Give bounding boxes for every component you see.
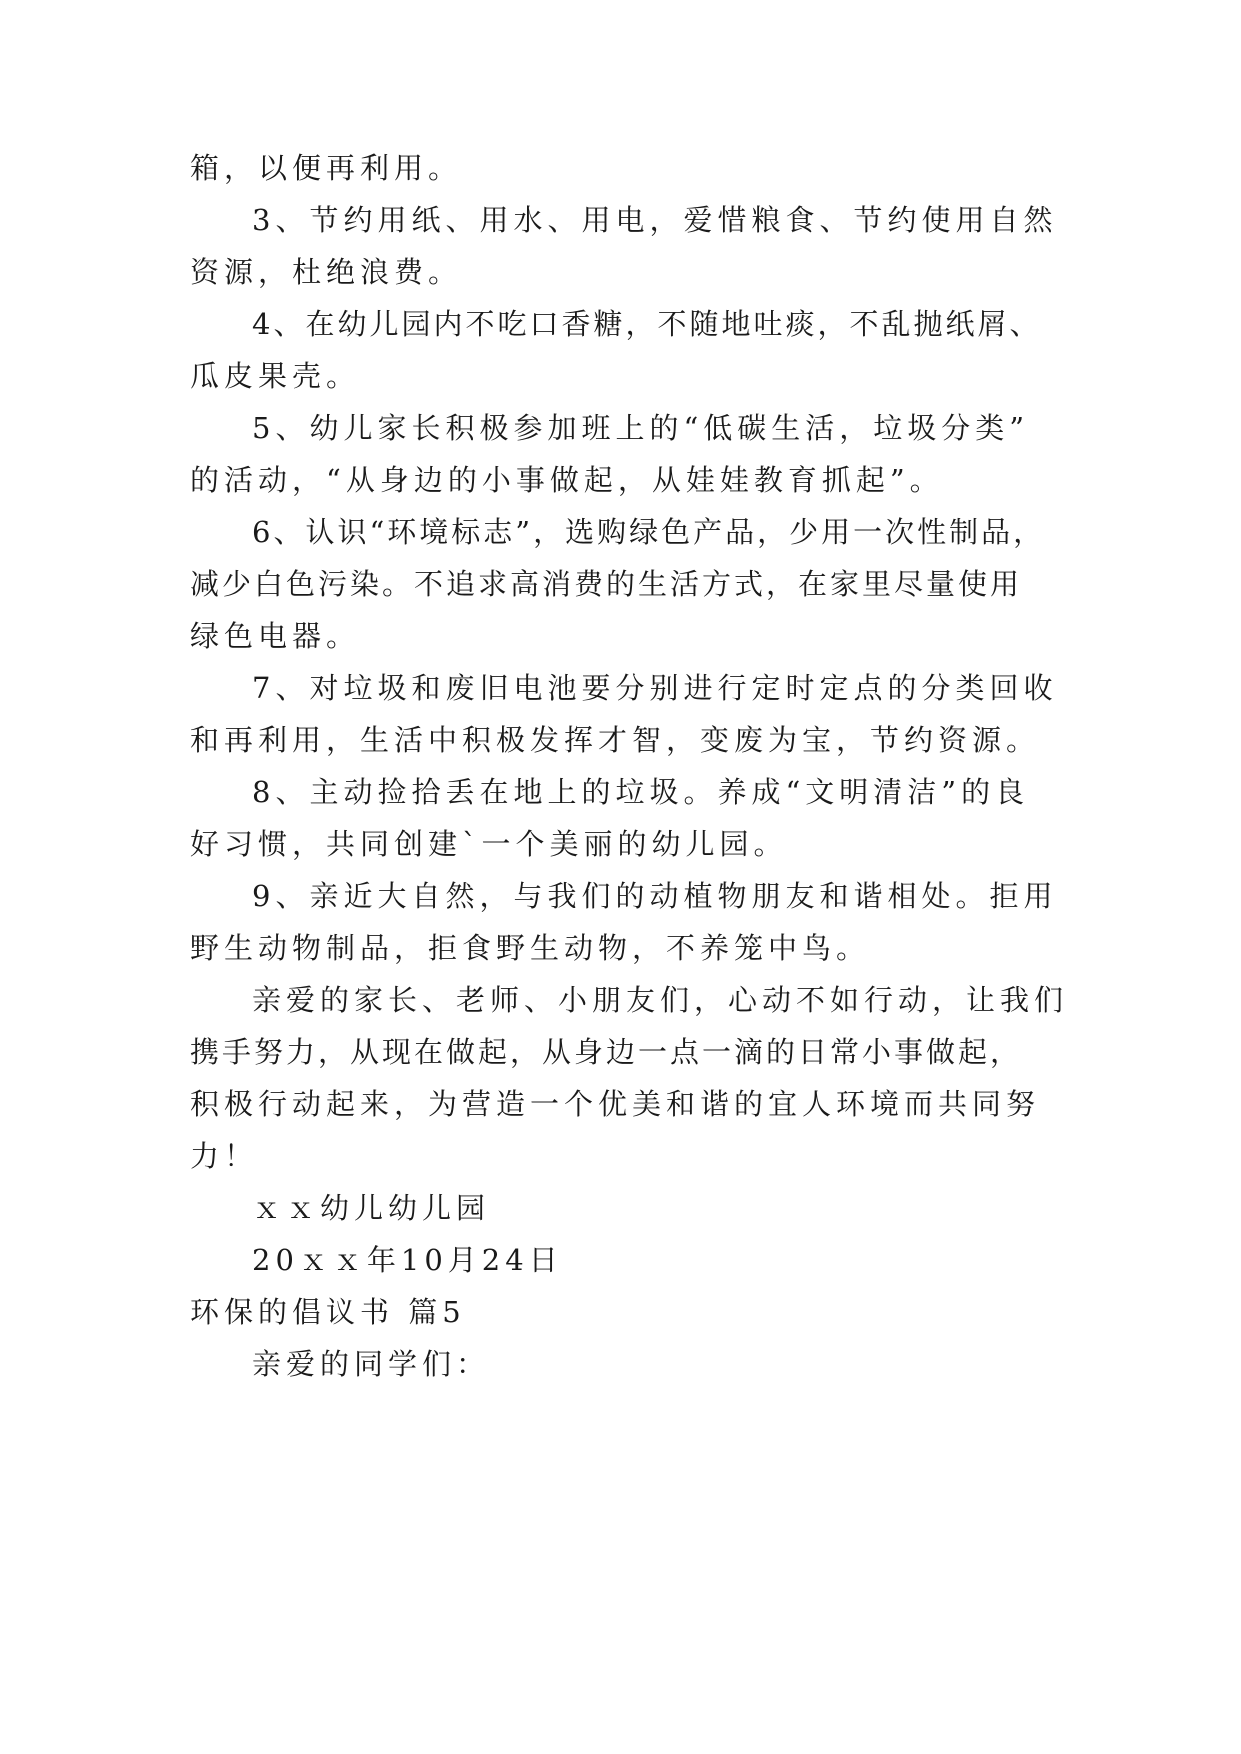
text-line: 携手努力，从现在做起，从身边一点一滴的日常小事做起， [190, 1035, 1023, 1069]
text-line: 3、节约用纸、用水、用电，爱惜粮食、节约使用自然 [252, 203, 1058, 237]
text-line: 瓜皮果壳。 [190, 359, 361, 393]
text-line: 野生动物制品，拒食野生动物，不养笼中鸟。 [190, 931, 871, 965]
text-line: 好习惯，共同创建`一个美丽的幼儿园。 [190, 827, 788, 861]
text-line: 绿色电器。 [190, 619, 361, 653]
text-line: 亲爱的家长、老师、小朋友们，心动不如行动，让我们 [252, 983, 1069, 1017]
text-line: 箱，以便再利用。 [190, 151, 463, 185]
text-line: 4、在幼儿园内不吃口香糖，不随地吐痰，不乱抛纸屑、 [252, 307, 1042, 341]
text-line: 力！ [190, 1139, 259, 1173]
text-line: 5、幼儿家长积极参加班上的“低碳生活，垃圾分类” [252, 411, 1030, 445]
text-line: 减少白色污染。不追求高消费的生活方式，在家里尽量使用 [190, 567, 1023, 601]
signature-organization: ｘｘ幼儿幼儿园 [252, 1191, 491, 1225]
salutation: 亲爱的同学们： [252, 1347, 491, 1381]
text-line: 积极行动起来，为营造一个优美和谐的宜人环境而共同努 [190, 1087, 1041, 1121]
signature-date: 20ｘｘ年10月24日 [252, 1243, 563, 1277]
text-line: 资源，杜绝浪费。 [190, 255, 463, 289]
text-line: 6、认识“环境标志”，选购绿色产品，少用一次性制品， [252, 515, 1046, 549]
text-line: 7、对垃圾和废旧电池要分别进行定时定点的分类回收 [252, 671, 1058, 705]
section-heading: 环保的倡议书 篇5 [190, 1295, 466, 1329]
text-line: 8、主动捡拾丢在地上的垃圾。养成“文明清洁”的良 [252, 775, 1030, 809]
text-line: 和再利用，生活中积极发挥才智，变废为宝，节约资源。 [190, 723, 1041, 757]
text-line: 的活动，“从身边的小事做起，从娃娃教育抓起”。 [190, 463, 944, 497]
text-line: 9、亲近大自然，与我们的动植物朋友和谐相处。拒用 [252, 879, 1058, 913]
